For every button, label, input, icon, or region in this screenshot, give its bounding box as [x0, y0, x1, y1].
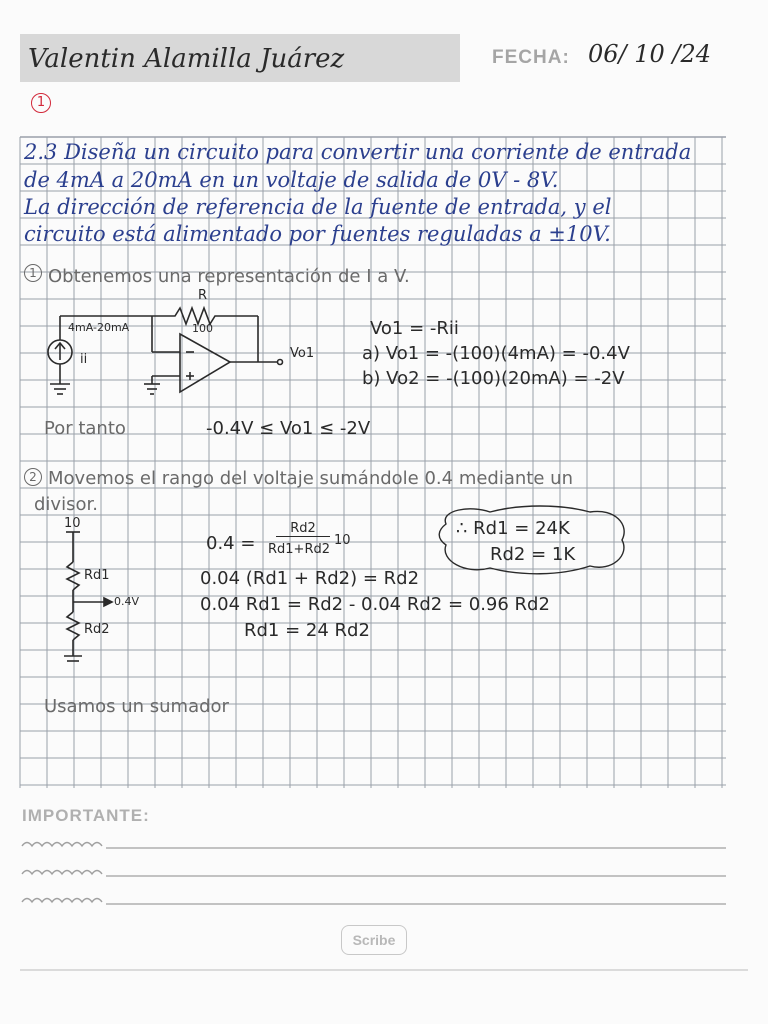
student-name: Valentin Alamilla Juárez [28, 44, 345, 74]
resistor-value: 100 [192, 322, 213, 335]
op-amp-symbol [180, 334, 230, 392]
equation-divider-denominator: Rd1+Rd2 [268, 542, 331, 557]
conclusion-label: Por tanto [44, 418, 126, 439]
equation-divider-numerator: Rd2 [276, 521, 330, 537]
date-value: 06/ 10 /24 [588, 40, 712, 68]
divider-top-voltage: 10 [64, 516, 81, 531]
source-range-label: 4mA-20mA [68, 321, 130, 334]
divider-rd2-label: Rd2 [84, 622, 110, 637]
step-1-heading: Obtenemos una representación de I a V. [48, 266, 410, 287]
divider-tap-voltage: 0.4V [114, 595, 140, 608]
equation-3: 0.04 Rd1 = Rd2 - 0.04 Rd2 = 0.96 Rd2 [200, 594, 550, 615]
conclusion-inequality: -0.4V ≤ Vo1 ≤ -2V [206, 418, 371, 439]
equation-divider-right: 10 [334, 533, 351, 548]
equation-4: Rd1 = 24 Rd2 [244, 620, 370, 641]
step-2-heading-line-1: Movemos el rango del voltaje sumándole 0.4 mediante un [48, 468, 573, 489]
problem-line-4: circuito está alimentado por fuentes reguladas a ±10V. [24, 222, 611, 246]
divider-rd1-label: Rd1 [84, 568, 110, 583]
page-number-circle: 1 [31, 93, 51, 113]
problem-line-2: de 4mA a 20mA en un voltaje de salida de 0V - 8V. [24, 168, 559, 192]
date-label: FECHA: [492, 47, 570, 68]
important-label: IMPORTANTE: [22, 806, 150, 825]
equation-general: Vo1 = -Rii [370, 318, 459, 339]
step-2-heading-line-2: divisor. [34, 494, 98, 515]
step-2-number: 2 [24, 468, 42, 486]
result-rd1: ∴ Rd1 = 24K [456, 518, 570, 539]
problem-line-3: La dirección de referencia de la fuente de entrada, y el [24, 195, 612, 219]
signature-ribbon-lines [22, 843, 102, 903]
scribe-logo: Scribe [341, 925, 407, 955]
step-3-text: Usamos un sumador [44, 696, 229, 717]
equation-b: b) Vo2 = -(100)(20mA) = -2V [362, 368, 625, 389]
resistor-rd2 [67, 612, 79, 640]
equation-a: a) Vo1 = -(100)(4mA) = -0.4V [362, 343, 630, 364]
resistor-label: R [198, 288, 208, 303]
input-current-label: ii [80, 352, 88, 367]
problem-line-1: 2.3 Diseña un circuito para convertir una corriente de entrada [24, 140, 692, 164]
resistor-rd1 [67, 562, 79, 590]
step-1-number: 1 [24, 264, 42, 282]
output-voltage-label: Vo1 [290, 346, 315, 361]
result-rd2: Rd2 = 1K [490, 544, 576, 565]
equation-divider-left: 0.4 = [206, 533, 256, 554]
equation-2: 0.04 (Rd1 + Rd2) = Rd2 [200, 568, 420, 589]
